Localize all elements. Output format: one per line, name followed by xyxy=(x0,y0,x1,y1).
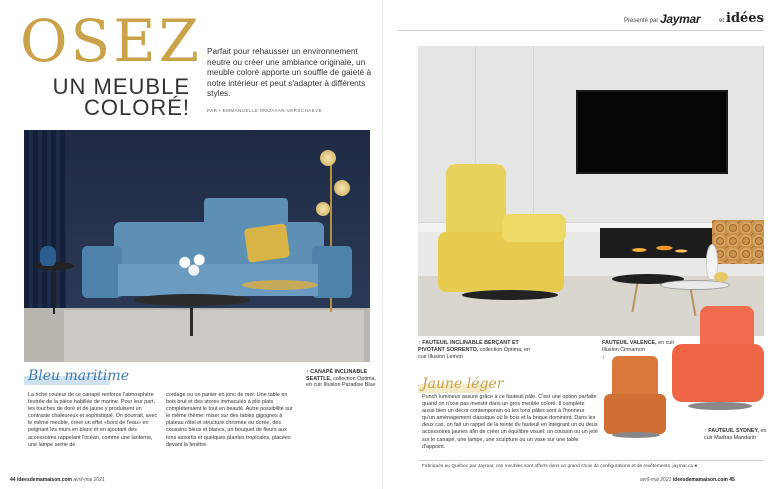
logo-and: et xyxy=(719,18,725,24)
caption-text: collection Optima, en cuir Illusion Paradise Blue xyxy=(306,375,376,389)
lamp-globe xyxy=(334,180,350,196)
jaymar-logo: Jaymar xyxy=(660,12,701,26)
presented-by: Présenté par xyxy=(624,18,659,24)
photo-yellow-chair xyxy=(418,46,764,336)
body-column-1: La riche couleur de ce canapé renforce l'atmosphère feutrée de la pièce habillée de marine. Pour leur part, les touches de doré et de jaune y produisent un contraste chaleureux et sophistiqué. On pourrait, avec le même meuble, créer un effet «bord de l'eau» en peignant les murs en blanc et en ajoutant des accessoires rappelant l'océan, comme une lanterne, une lampe sertie de xyxy=(28,392,158,448)
folio-right xyxy=(640,477,735,483)
caption-title: CANAPÉ INCLINABLE SEATTLE, xyxy=(306,369,368,382)
idees-logo: idées xyxy=(726,11,764,26)
yellow-chair-base xyxy=(462,290,558,300)
sofa-arm xyxy=(82,246,122,298)
yellow-ornament xyxy=(714,272,728,282)
photo-blue-sofa xyxy=(24,130,370,362)
folio-issue: avril-mai 2021 xyxy=(73,477,105,483)
white-flowers xyxy=(174,252,210,278)
section-title-jaune: Jaune léger xyxy=(422,376,504,392)
page-number: 45 xyxy=(729,477,735,483)
firewood-stack xyxy=(712,220,764,264)
cinnamon-chair-seat xyxy=(604,394,666,434)
sofa-arm xyxy=(312,246,352,298)
folio-left xyxy=(10,477,105,483)
yellow-chair-back xyxy=(446,164,506,236)
caption-title: FAUTEUIL VALENCE, xyxy=(602,340,657,346)
caption-text: en cuir Madras Mandarin xyxy=(704,428,767,441)
yellow-chair-arm xyxy=(502,214,566,242)
caption-seattle xyxy=(306,369,378,389)
folio-site: ideesdemamaison.com xyxy=(16,477,72,483)
arrow-up-icon: ↑ xyxy=(306,369,311,375)
caption-text: collection Optima, en cuir Illusion Lemon xyxy=(418,346,531,360)
footer-rule xyxy=(418,460,764,461)
byline: PAR • EMMANUELLE MOZAYAN-VERSCHAEVE xyxy=(207,108,323,113)
section-title-bleu: Bleu maritime xyxy=(28,368,129,384)
footnote: Fabriqués au Québec par Jaymar, ces meubles sont offerts dans un grand choix de configurations et de revêtements. jaymar.ca ● xyxy=(422,464,698,469)
coffee-table-gold xyxy=(242,280,318,290)
lamp-globe xyxy=(316,202,330,216)
caption-sydney xyxy=(704,428,768,442)
subhead-line-1: UN MEUBLE xyxy=(52,74,190,99)
arrow-up-icon: ↑ xyxy=(704,428,709,434)
caption-title: FAUTEUIL SYDNEY, xyxy=(708,428,760,434)
mandarin-chair-base xyxy=(688,402,752,410)
mandarin-chair-seat xyxy=(672,344,764,402)
rug xyxy=(64,310,364,362)
arrow-down-icon: ↓ xyxy=(602,353,605,360)
television xyxy=(576,90,728,174)
caption-sorrento xyxy=(418,340,534,360)
cinnamon-chair-base xyxy=(612,432,660,438)
coffee-table-leg xyxy=(190,302,193,336)
sofa-headrest xyxy=(204,198,288,228)
yellow-pillow xyxy=(244,223,290,263)
caption-text: en cuir Illusion Cinnamon xyxy=(602,340,675,353)
subhead-line-2: COLORÉ! xyxy=(83,95,190,120)
page-number: 44 xyxy=(10,477,16,483)
blue-vase xyxy=(40,246,56,266)
body-column-2: cordage ou un panier en jonc de mer. Une table en bois brut et des stores immaculés à plis plats compléteraient le tout en beauté. Autre possibilité sur le même thème: miser sur des tables gigognes à plateau rôtel et structure chromée ou dorée, des coussins bleus et blancs, un bouquet de fleurs aux tons assortis et quelques plantes tropicales, placées devant la fenêtre. xyxy=(166,392,293,448)
arrow-up-icon: ↑ xyxy=(418,340,423,346)
flames xyxy=(614,234,698,254)
folio-site: ideesdemamaison.com xyxy=(672,477,728,483)
top-rule xyxy=(398,30,764,31)
headline: OSEZ xyxy=(20,7,202,75)
body-column: Punch lumineux assuré grâce à ce fauteuil pâle. C'est une option parfaite quand on n'ose pas investir dans un gros meuble coloré. Il complète aussi bien un décor contemporain où les tons pâles sont à l'honneur qu'un aménagement classique où le bois et la brique dominent. Dans les deux cas, on fait un rappel de la teinte du fauteuil en intégrant un ou deux accessoires jaunes afin de créer un équilibre visuel: un coussin ou un jeté sur le canapé, une lampe, une sculpture ou un vase sur une table d'appoint. xyxy=(422,394,598,450)
sofa-back xyxy=(114,222,324,268)
side-table-leg xyxy=(53,268,55,314)
caption-title: FAUTEUIL INCLINABLE BERÇANT ET PIVOTANT SORRENTO, xyxy=(418,340,519,353)
lamp-globe xyxy=(320,150,336,166)
intro-paragraph: Parfait pour rehausser un environnement neutre ou créer une ambiance originale, un meuble coloré apporte un souffle de gaieté à notre intérieur et peut s'adapter à différents styles. xyxy=(207,46,372,98)
curtain xyxy=(24,130,66,320)
folio-issue: avril-mai 2021 xyxy=(640,477,672,483)
